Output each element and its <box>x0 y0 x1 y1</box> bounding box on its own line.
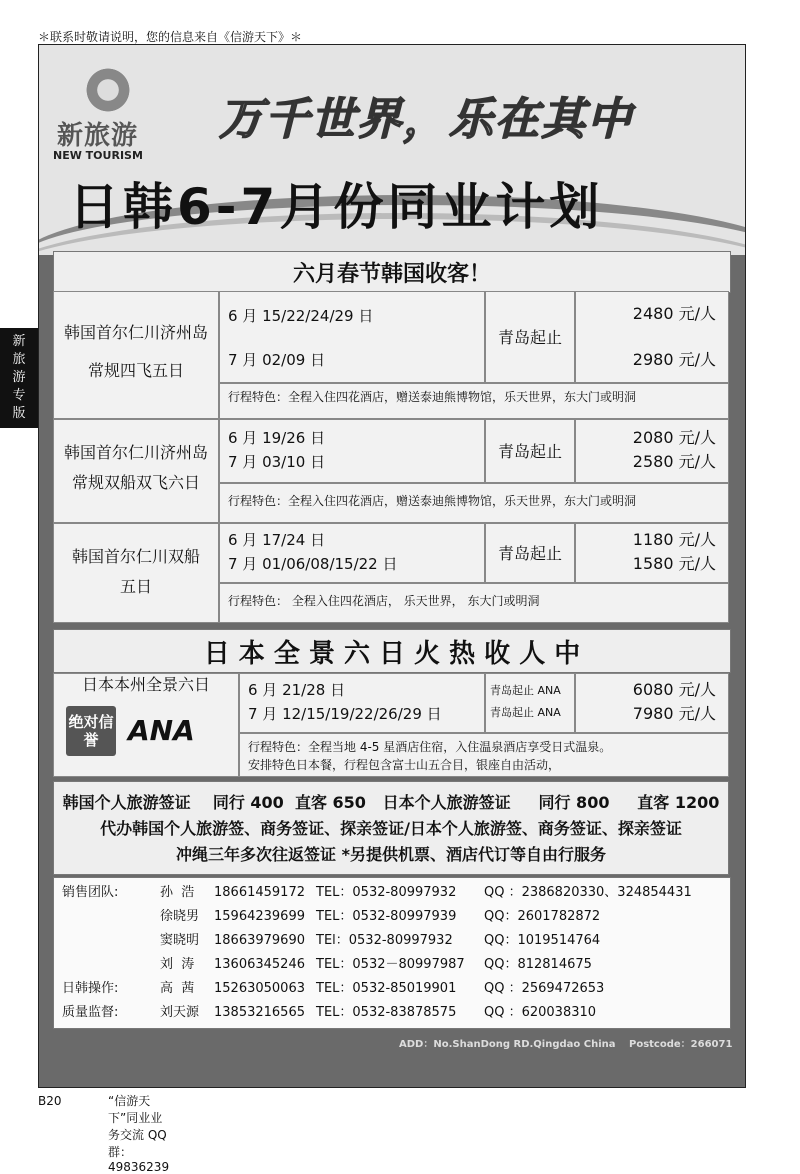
sun-icon <box>83 65 133 115</box>
side-tab-char: 版 <box>12 406 26 421</box>
trust-badge: 绝对信誉 <box>66 706 116 756</box>
route-name: 韩国首尔仁川双船 <box>71 547 200 566</box>
page-title: 日韩6-7月份同业计划 <box>69 178 604 236</box>
staff-qq: QQ ：620038310 <box>484 1005 597 1020</box>
route-dates-cell <box>239 673 485 733</box>
staff-tel: TEL：0532-83878575 <box>316 1005 457 1020</box>
route-date: 6 月 15/22/24/29 日 <box>228 307 374 325</box>
staff-qq: QQ ：2386820330、324854431 <box>484 885 692 900</box>
route-date: 6 月 17/24 日 <box>228 531 326 549</box>
postcode: Postcode：266071 <box>629 1039 733 1050</box>
staff-tel: TEL：0532-85019901 <box>316 981 457 996</box>
route-origin: 青岛起止 ANA <box>490 706 561 719</box>
staff-name: 刘天源 <box>160 1005 200 1020</box>
route-date: 7 月 12/15/19/22/26/29 日 <box>248 705 442 723</box>
staff-mobile: 15964239699 <box>214 909 305 924</box>
staff-qq: QQ：2601782872 <box>484 909 601 924</box>
route-date: 6 月 19/26 日 <box>228 429 326 447</box>
side-tab-char: 游 <box>12 370 26 385</box>
staff-mobile: 15263050063 <box>214 981 305 996</box>
staff-qq: QQ：812814675 <box>484 957 592 972</box>
route-feature: 行程特色： 全程入住四花酒店， 乐天世界， 东大门或明洞 <box>219 583 729 623</box>
side-tab <box>0 328 38 428</box>
route-date: 7 月 03/10 日 <box>228 453 326 471</box>
staff-name: 高 茜 <box>160 981 195 996</box>
route-price: 6080 元/人 <box>632 680 716 699</box>
route-feature: 行程特色：全程入住四花酒店，赠送泰迪熊博物馆，乐天世界，东大门或明洞 <box>219 483 729 523</box>
route-origin: 青岛起止 <box>485 419 575 483</box>
route-date: 6 月 21/28 日 <box>248 681 346 699</box>
route-name: 韩国首尔仁川济州岛 <box>63 443 208 462</box>
staff-tel: TEL：0532－80997987 <box>316 957 465 972</box>
top-note: ＊联系时敬请说明，您的信息来自《信游天下》＊ <box>38 30 303 44</box>
route-dates-cell <box>219 291 485 383</box>
route-name-sub: 五日 <box>119 577 152 596</box>
route-name-cell <box>53 523 219 623</box>
staff-mobile: 18661459172 <box>214 885 305 900</box>
staff-row <box>54 930 730 952</box>
staff-qq: QQ：1019514764 <box>484 933 601 948</box>
route-price-cell <box>575 291 729 383</box>
brand-logo <box>53 61 163 161</box>
route-origin: 青岛起止 <box>485 523 575 583</box>
staff-row <box>54 906 730 928</box>
staff-row <box>54 978 730 1000</box>
staff-row <box>54 882 730 904</box>
route-origin: 青岛起止 <box>485 291 575 383</box>
visa-line: 韩国个人旅游签证 同行 400 直客 650 日本个人旅游签证 同行 800 直客 1200 <box>62 793 720 812</box>
staff-tel: TEL：0532-80997939 <box>316 909 457 924</box>
route-name-cell <box>53 291 219 419</box>
route-feature: 行程特色：全程当地 4-5 星酒店住宿，入住温泉酒店享受日式温泉。 <box>248 740 612 754</box>
route-price-cell <box>575 673 729 733</box>
route-feature-cell <box>239 733 729 777</box>
route-price: 2980 元/人 <box>632 350 716 369</box>
staff-row <box>54 1002 730 1024</box>
staff-role: 质量监督: <box>62 1005 119 1020</box>
route-price: 1580 元/人 <box>632 554 716 573</box>
staff-name: 孙 浩 <box>160 885 195 900</box>
route-price: 2580 元/人 <box>632 452 716 471</box>
route-price-cell <box>575 523 729 583</box>
staff-qq: QQ ：2569472653 <box>484 981 605 996</box>
footer-text: “信游天下”同业业务交流 QQ 群：49836239 <box>108 1094 170 1174</box>
route-name-sub: 常规双船双飞六日 <box>71 473 200 492</box>
visa-box <box>53 781 729 875</box>
route-name: 韩国首尔仁川济州岛 <box>63 323 208 342</box>
route-feature: 行程特色：全程入住四花酒店，赠送泰迪熊博物馆，乐天世界，东大门或明洞 <box>219 383 729 419</box>
route-date: 7 月 02/09 日 <box>228 351 326 369</box>
visa-line: 冲绳三年多次往返签证 *另提供机票、酒店代订等自由行服务 <box>176 845 606 864</box>
route-price: 2480 元/人 <box>632 304 716 323</box>
logo-text-cn: 新旅游 <box>57 121 139 151</box>
japan-route-name-cell <box>53 673 239 777</box>
route-price-cell <box>575 419 729 483</box>
route-feature: 安排特色日本餐，行程包含富士山五合目，银座自由活动， <box>248 758 561 772</box>
route-price: 1180 元/人 <box>632 530 716 549</box>
route-origin: 青岛起止 ANA <box>490 684 561 697</box>
route-name-sub: 常规四飞五日 <box>87 361 184 380</box>
route-origin-cell <box>485 673 575 733</box>
route-dates-cell <box>219 523 485 583</box>
staff-role: 日韩操作: <box>62 981 119 996</box>
route-price: 2080 元/人 <box>632 428 716 447</box>
route-name-cell <box>53 419 219 523</box>
route-price: 7980 元/人 <box>632 704 716 723</box>
ana-logo: ANA <box>128 714 195 747</box>
route-name: 日本本州全景六日 <box>81 675 210 694</box>
side-tab-char: 新 <box>12 334 26 349</box>
logo-text-en: NEW TOURISM <box>53 149 143 162</box>
staff-row <box>54 954 730 976</box>
route-dates-cell <box>219 419 485 483</box>
japan-section-title: 日 本 全 景 六 日 火 热 收 人 中 <box>53 629 731 673</box>
staff-tel: TEL：0532-80997932 <box>316 885 457 900</box>
page-number: B20 <box>38 1094 62 1108</box>
staff-mobile: 13853216565 <box>214 1005 305 1020</box>
header <box>39 45 745 255</box>
staff-name: 刘 涛 <box>160 957 195 972</box>
slogan: 万千世界，乐在其中 <box>219 94 633 145</box>
staff-mobile: 18663979690 <box>214 933 305 948</box>
ad-frame <box>38 44 746 1088</box>
visa-line: 代办韩国个人旅游签、商务签证、探亲签证/日本个人旅游签、商务签证、探亲签证 <box>100 819 682 838</box>
staff-name: 窦晓明 <box>160 933 200 948</box>
side-tab-char: 专 <box>12 388 26 403</box>
staff-tel: TEl：0532-80997932 <box>316 933 453 948</box>
korea-section-title: 六月春节韩国收客！ <box>53 251 731 293</box>
staff-table <box>53 877 731 1029</box>
staff-name: 徐晓男 <box>160 909 200 924</box>
route-date: 7 月 01/06/08/15/22 日 <box>228 555 398 573</box>
staff-mobile: 13606345246 <box>214 957 305 972</box>
side-tab-char: 旅 <box>12 352 26 367</box>
staff-role: 销售团队: <box>62 885 119 900</box>
address: ADD：No.ShanDong RD.Qingdao China <box>399 1039 616 1050</box>
